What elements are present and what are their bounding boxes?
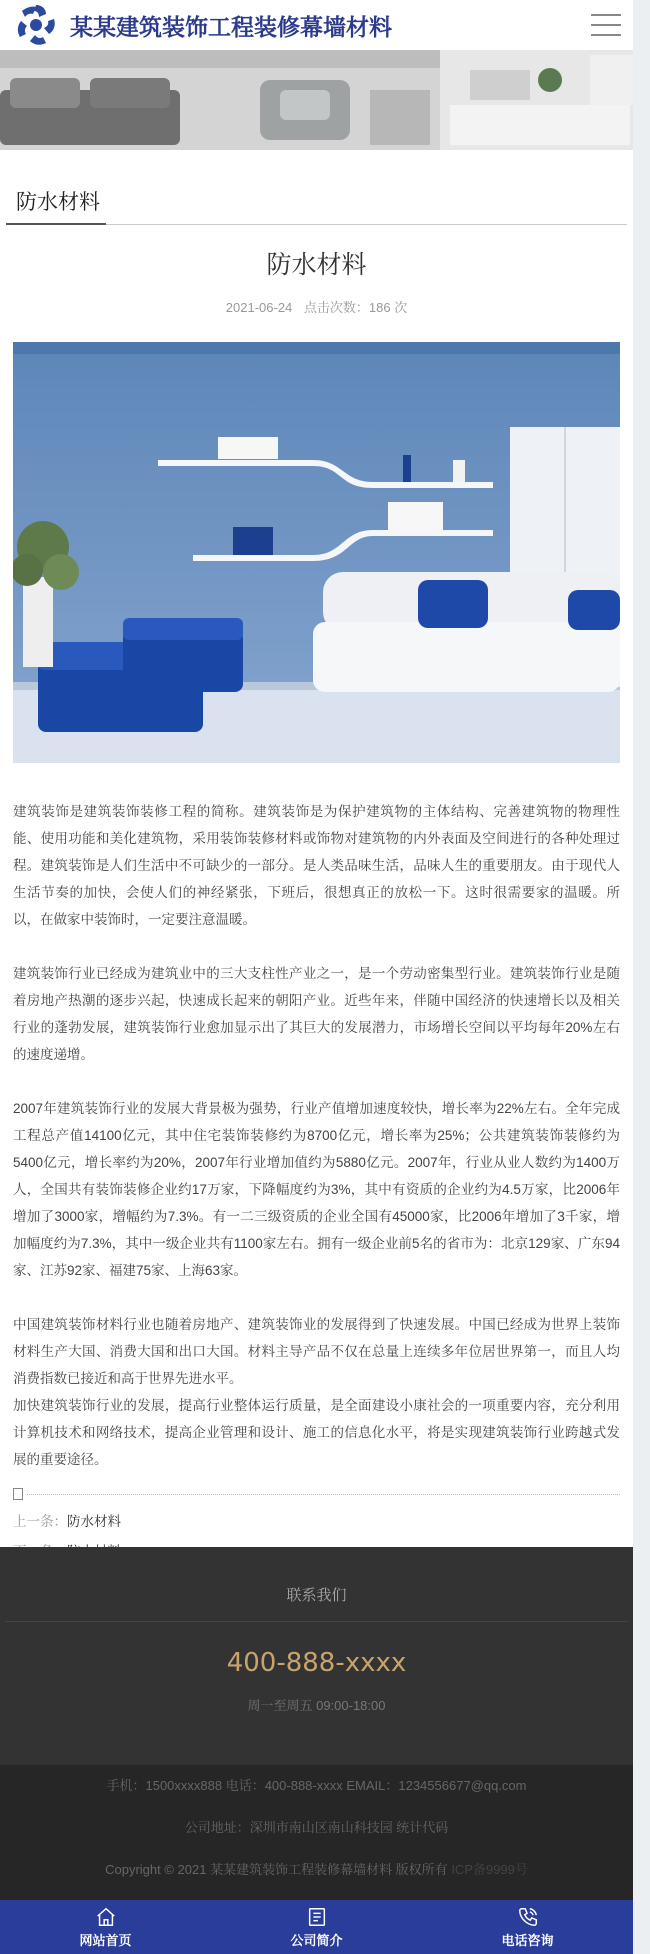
logo-swirl-icon[interactable]: [12, 1, 60, 49]
footer-address: 公司地址：深圳市南山区南山科技园 统计代码: [184, 1820, 449, 1835]
article-date: 2021-06-24: [225, 300, 293, 315]
document-icon: [306, 1906, 328, 1928]
section-title: 防水材料: [16, 190, 100, 214]
contact-hours: 周一至周五 09:00-18:00: [247, 1698, 386, 1713]
article-image: [13, 342, 620, 763]
footer-copyright: Copyright © 2021 某某建筑装饰工程装修幕墙材料 版权所有: [105, 1862, 448, 1877]
contact-section: [0, 1547, 633, 1765]
nav-about[interactable]: [211, 1900, 422, 1954]
banner-image: [0, 50, 633, 150]
site-header: [0, 0, 633, 50]
article-paragraph: 建筑装饰行业已经成为建筑业中的三大支柱性产业之一，是一个劳动密集型行业。建筑装饰行业是随着房地产热潮的逐步兴起，快速成长起来的朝阳产业。近些年来，伴随中国经济的快速增长以及相关行业的蓬勃发展，建筑装饰行业愈加显示出了其巨大的发展潜力，市场增长空间以平均每年20%左右的速度递增。: [13, 966, 620, 1062]
pager-divider: [13, 1488, 620, 1500]
article-meta: [0, 297, 633, 316]
nav-home[interactable]: [0, 1900, 211, 1954]
site-title[interactable]: 某某建筑装饰工程装修幕墙材料: [70, 14, 392, 41]
site-footer: [0, 1765, 633, 1900]
section-underline: [6, 223, 106, 225]
article-views: 点击次数：186 次: [303, 300, 408, 315]
document-icon: [13, 1488, 23, 1500]
hamburger-menu-icon[interactable]: [591, 14, 621, 36]
page-scroll-gutter: [633, 0, 650, 1954]
nav-phone-label: 电话咨询: [501, 1932, 554, 1948]
article-paragraph: 加快建筑装饰行业的发展，提高行业整体运行质量，是全面建设小康社会的一项重要内容，充分利用计算机技术和网络技术，提高企业管理和设计、施工的信息化水平，将是实现建筑装饰行业跨越式发展的重要途径。: [13, 1398, 620, 1467]
nav-home-label: 网站首页: [79, 1932, 132, 1948]
contact-divider: [5, 1621, 628, 1622]
article-paragraph: 建筑装饰是建筑装饰装修工程的简称。建筑装饰是为保护建筑物的主体结构、完善建筑物的物理性能、使用功能和美化建筑物，采用装饰装修材料或饰物对建筑物的内外表面及空间进行的各种处理过程。建筑装饰是人们生活中不可缺少的一部分。是人类品味生活，品味人生的重要朋友。由于现代人生活节奏的加快，会使人们的神经紧张，下班后，很想真正的放松一下。这时很需要家的温暖。所以，在做家中装饰时，一定要注意温暖。: [13, 804, 620, 927]
contact-phone[interactable]: 400-888-xxxx: [226, 1648, 407, 1678]
article-paragraph: 2007年建筑装饰行业的发展大背景极为强势，行业产值增加速度较快，增长率为22%左右。全年完成工程总产值14100亿元，其中住宅装饰装修约为8700亿元，增长率为25%；公共建筑装饰装修约为5400亿元，增长率约为20%，2007年行业增加值约为5880亿元。2007年，行业从业人数约为1400万人，全国共有装饰装修企业约17万家，下降幅度约为3%，其中有资质的企业约为4.5万家，比2006年增加了3000家，增幅约为7.3%。有一二三级资质的企业全国有45000家，比2006年增加了3千家，增加幅度约为7.3%，其中一级企业共有1100家左右。拥有一级企业前5名的省市为：北京129家、广东94家、江苏92家、福建75家、上海63家。: [13, 1101, 620, 1278]
phone-icon: [517, 1906, 539, 1928]
footer-icp-link[interactable]: ICP备9999号: [451, 1862, 528, 1877]
nav-about-label: 公司简介: [290, 1932, 343, 1948]
section-heading: [6, 187, 627, 225]
article-title: 防水材料: [266, 250, 367, 279]
prev-article: [13, 1510, 620, 1530]
footer-copyright-row: [0, 1859, 633, 1878]
bottom-nav: [0, 1900, 633, 1954]
article-body: [0, 798, 633, 1473]
contact-title: 联系我们: [286, 1586, 347, 1604]
nav-phone[interactable]: [422, 1900, 633, 1954]
home-icon: [95, 1906, 117, 1928]
prev-article-link[interactable]: 防水材料: [67, 1514, 121, 1529]
article-paragraph: 中国建筑装饰材料行业也随着房地产、建筑装饰业的发展得到了快速发展。中国已经成为世界上装饰材料生产大国、消费大国和出口大国。材料主导产品不仅在总量上连续多年位居世界第一，而且人均消费指数已接近和高于世界先进水平。: [13, 1317, 620, 1386]
footer-contacts: 手机：1500xxxx888 电话：400-888-xxxx EMAIL：1234556677@qq.com: [106, 1778, 527, 1793]
prev-article-label: 上一条：: [13, 1514, 67, 1529]
